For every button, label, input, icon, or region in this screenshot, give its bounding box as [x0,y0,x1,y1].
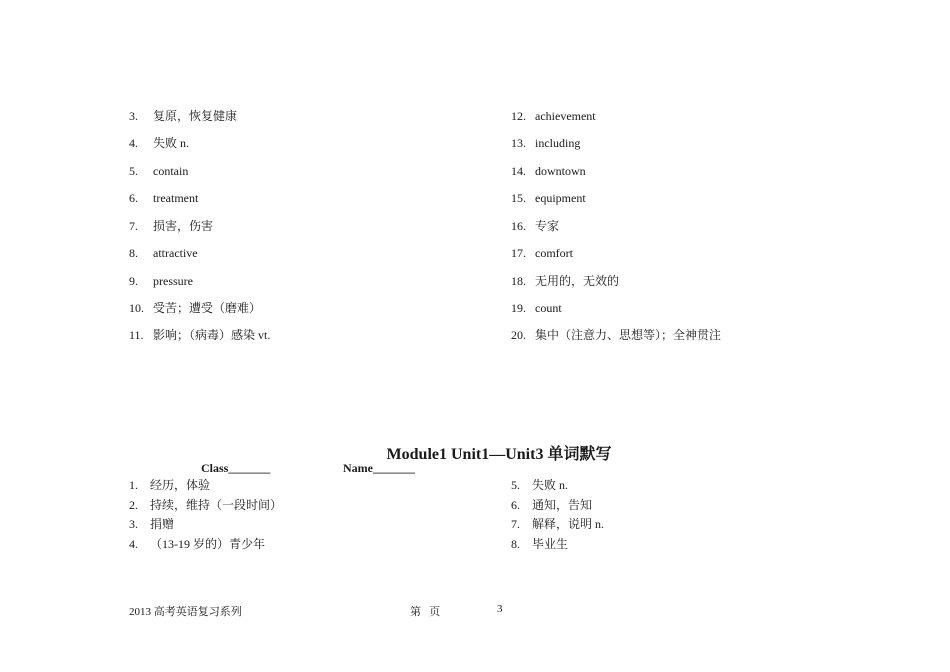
footer-series: 2013 高考英语复习系列 [129,606,242,618]
class-field-label: Class_______ [201,461,271,475]
list-item: 17. comfort [511,246,573,260]
list-item: 7. 解释，说明 n. [511,517,605,531]
list-item: 8. 毕业生 [511,537,569,551]
list-item: 4. （13-19 岁的）青少年 [129,537,265,551]
footer-page-number: 3 [497,603,503,615]
list-item: 5. contain [129,164,189,178]
list-item: 9. pressure [129,274,193,288]
list-item: 4. 失败 n. [129,136,190,150]
list-item: 3. 复原，恢复健康 [129,109,238,123]
list-item: 11. 影响；（病毒）感染 vt. [129,328,271,342]
name-field-label: Name_______ [343,461,415,475]
list-item: 7. 损害，伤害 [129,219,214,233]
list-item: 10. 受苦；遭受（磨难） [129,301,262,315]
list-item: 12. achievement [511,109,596,123]
list-item: 6. treatment [129,191,199,205]
list-item: 15. equipment [511,191,586,205]
list-item: 19. count [511,301,562,315]
section-title: Module1 Unit1—Unit3 单词默写 [386,446,612,463]
list-item: 8. attractive [129,246,198,260]
list-item: 2. 持续，维持（一段时间） [129,498,283,512]
list-item: 3. 捐赠 [129,517,175,531]
list-item: 13. including [511,136,581,150]
list-item: 6. 通知，告知 [511,498,593,512]
list-item: 1. 经历，体验 [129,478,211,492]
list-item: 18. 无用的，无效的 [511,274,620,288]
list-item: 20. 集中（注意力、思想等）；全神贯注 [511,328,722,342]
list-item: 16. 专家 [511,219,560,233]
list-item: 14. downtown [511,164,586,178]
footer-page-label: 第 页 [410,606,441,618]
list-item: 5. 失败 n. [511,478,569,492]
